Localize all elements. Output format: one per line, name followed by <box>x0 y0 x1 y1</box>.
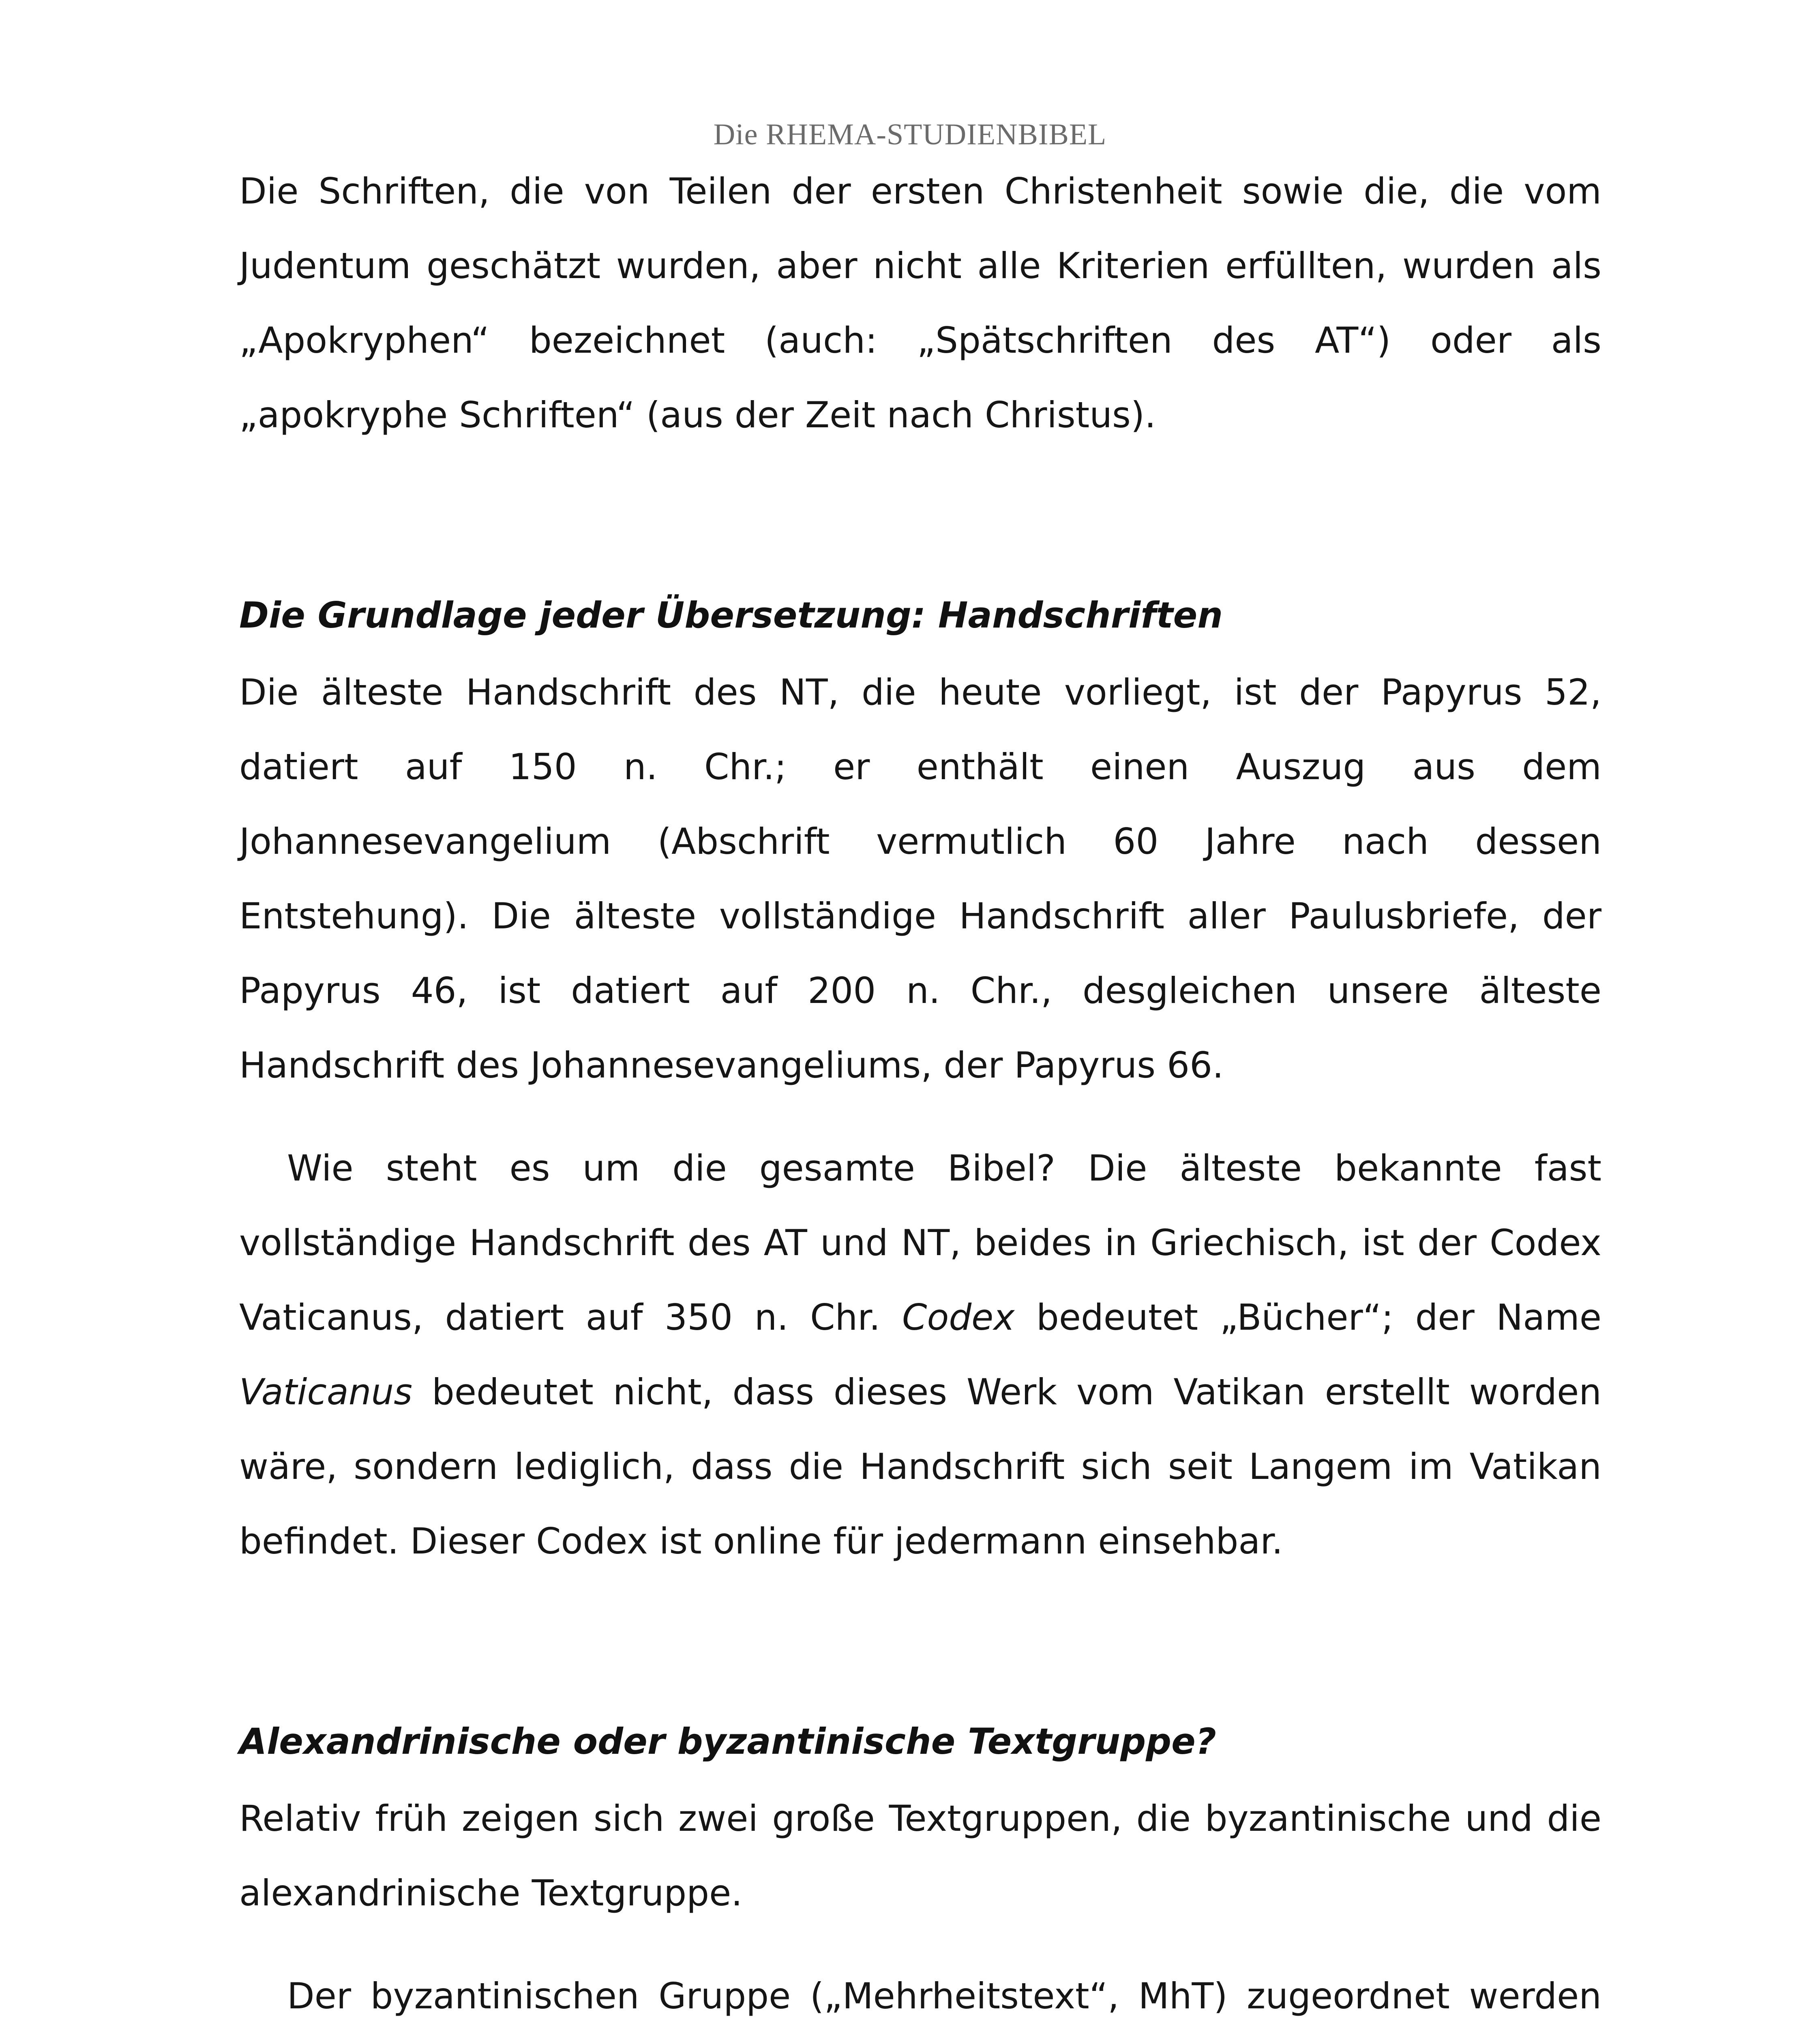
paragraph-papyrus: Die älteste Handschrift des NT, die heute vorliegt, ist der Papyrus 52, datiert auf 150 n. Chr.; er enthält einen Auszug aus dem Johannesevangelium (Abschrift vermutlich 60 Jahre nach dessen Entstehung). Die älteste vollständige Handschrift aller Paulusbriefe, der Papyrus 46, ist datiert auf 200 n. Chr., desgleichen unsere älteste Handschrift des Johannesevangeliums, der Papyrus 66. <box>239 671 1601 1086</box>
paragraph-codex-vaticanus <box>239 1131 1601 1579</box>
paragraph-text: bedeutet „Bücher“; der Name <box>1014 1296 1602 1338</box>
paragraph-spacer <box>239 1931 1601 1959</box>
section-heading-handschriften: Die Grundlage jeder Übersetzung: Handschriften <box>239 594 1223 636</box>
running-header: Die RHEMA-STUDIENBIBEL <box>713 118 1107 151</box>
section-spacer <box>239 1579 1601 1704</box>
italic-term-codex: Codex <box>902 1296 1015 1338</box>
paragraph-text: bedeutet nicht, dass dieses Werk vom Vatikan erstellt worden wäre, sondern lediglich, dass die Handschrift sich seit Langem im Vatikan befindet. Dieser Codex ist online für jedermann einsehbar. <box>239 1371 1601 1562</box>
page-body <box>239 154 1601 2027</box>
paragraph-text: Wie steht es um die gesamte Bibel? Die älteste bekannte fast vollständige Handschrift des AT und NT, beides in Griechisch, ist der Codex Vaticanus, datiert auf 350 n. Chr. <box>239 1147 1601 1338</box>
paragraph-textgruppen: Relativ früh zeigen sich zwei große Textgruppen, die byzantinische und die alexandrinische Textgruppe. <box>239 1798 1601 1914</box>
section-spacer <box>239 452 1601 578</box>
italic-term-vaticanus: Vaticanus <box>239 1371 413 1413</box>
intro-paragraph: Die Schriften, die von Teilen der ersten Christenheit sowie die, die vom Judentum geschätzt wurden, aber nicht alle Kriterien erfüllten, wurden als „Apokryphen“ bezeichnet (auch: „Spätschriften des AT“) oder als „apokryphe Schriften“ (aus der Zeit nach Christus). <box>239 170 1601 436</box>
paragraph-spacer <box>239 1103 1601 1131</box>
section-heading-textgruppe: Alexandrinische oder byzantinische Textgruppe? <box>239 1721 1216 1762</box>
paragraph-byzantinisch: Der byzantinischen Gruppe („Mehrheitstext“, MhT) zugeordnet werden <box>287 1975 1601 2017</box>
